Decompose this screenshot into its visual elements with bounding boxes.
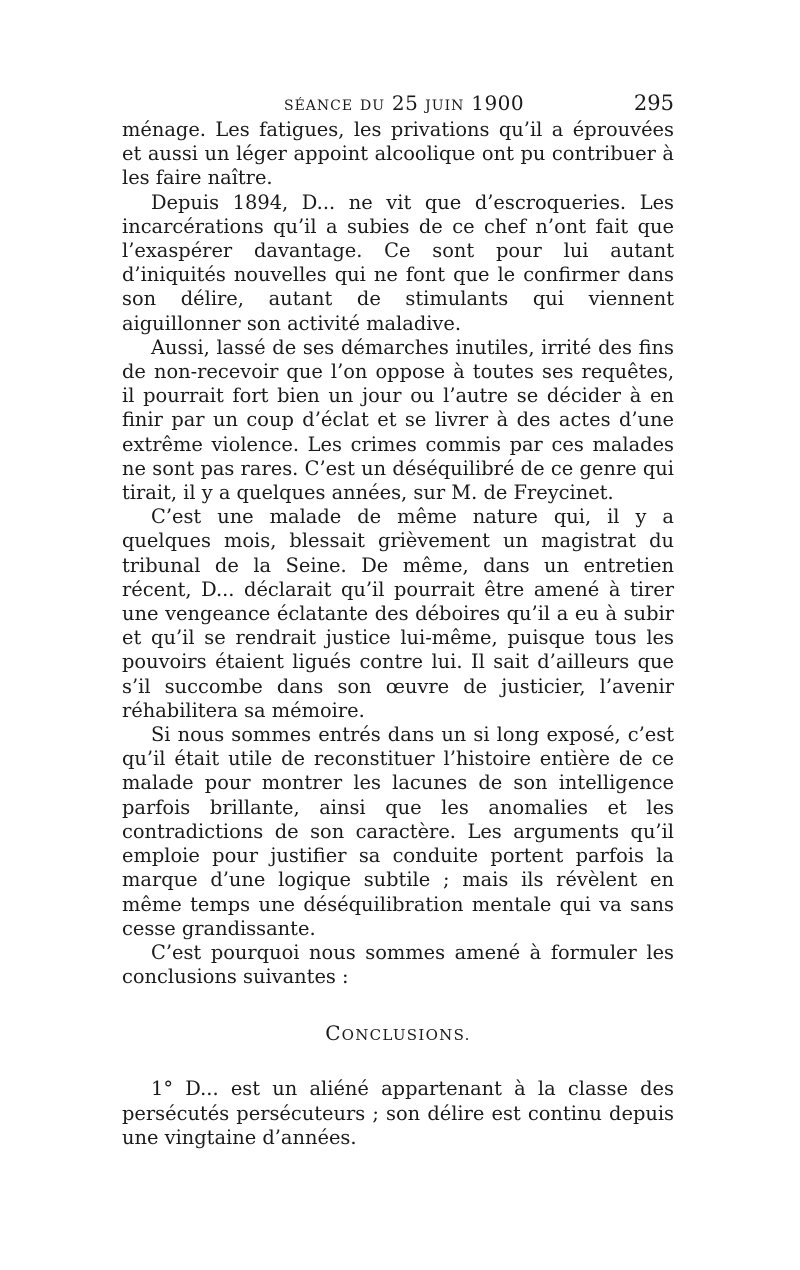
paragraph: Aussi, lassé de ses démarches inutiles, irrité des fins de non-recevoir que l’on oppose à toutes ses requêtes, il pourrait fort bien un jour ou l’autre se décider à en finir par un coup d’éclat et se livrer à des actes d’une extrême violence. Les crimes commis par ces malades ne sont pas rares. C’est un déséquilibré de ce genre qui tirait, il y a quelques années, sur M. de Freycinet. (122, 335, 674, 505)
section-heading-rest: ONCLUSIONS. (341, 1026, 471, 1045)
book-page (122, 88, 674, 1150)
paragraph-continued: ménage. Les fatigues, les privations qu’il a éprouvées et aussi un léger appoint alcoolique ont pu contribuer à les faire naître. (122, 118, 674, 190)
running-head (122, 88, 674, 118)
running-title-word-seance: SÉANCE (284, 98, 354, 114)
section-heading-conclusions (122, 1021, 674, 1047)
running-title-year: 1900 (471, 91, 525, 115)
paragraph: C’est pourquoi nous sommes amené à formuler les conclusions suivantes : (122, 940, 674, 989)
running-title-day: 25 (391, 91, 419, 115)
paragraph: Si nous sommes entrés dans un si long exposé, c’est qu’il était utile de reconstituer l’histoire entière de ce malade pour montrer les lacunes de son intelligence parfois brillante, ainsi que les anomalies et les contradictions de son caractère. Les arguments qu’il emploie pour justifier sa conduite portent parfois la marque d’une logique subtile ; mais ils révèlent en même temps une déséquilibration mentale qui va sans cesse grandissante. (122, 723, 674, 940)
running-title-month: JUIN (425, 98, 465, 114)
running-title (284, 88, 524, 121)
page-number: 295 (633, 91, 674, 115)
section-heading-initial: C (325, 1021, 342, 1046)
conclusion-paragraph: 1° D... est un aliéné appartenant à la classe des persécutés persécuteurs ; son délire est continu depuis une vingtaine d’années. (122, 1077, 674, 1149)
paragraph: C’est une malade de même nature qui, il y a quelques mois, blessait grièvement un magistrat du tribunal de la Seine. De même, dans un entretien récent, D... déclarait qu’il pourrait être amené à tirer une vengeance éclatante des déboires qu’il a eu à subir et qu’il se rendrait justice lui-même, puisque tous les pouvoirs étaient ligués contre lui. Il sait d’ailleurs que s’il succombe dans son œuvre de justicier, l’avenir réhabilitera sa mémoire. (122, 505, 674, 722)
paragraph: Depuis 1894, D... ne vit que d’escroqueries. Les incarcérations qu’il a subies de ce chef n’ont fait que l’exaspérer davantage. Ce sont pour lui autant d’iniquités nouvelles qui ne font que le confirmer dans son délire, autant de stimulants qui viennent aiguillonner son activité maladive. (122, 190, 674, 335)
running-title-word-du: DU (359, 98, 385, 114)
body-text (122, 118, 674, 1150)
